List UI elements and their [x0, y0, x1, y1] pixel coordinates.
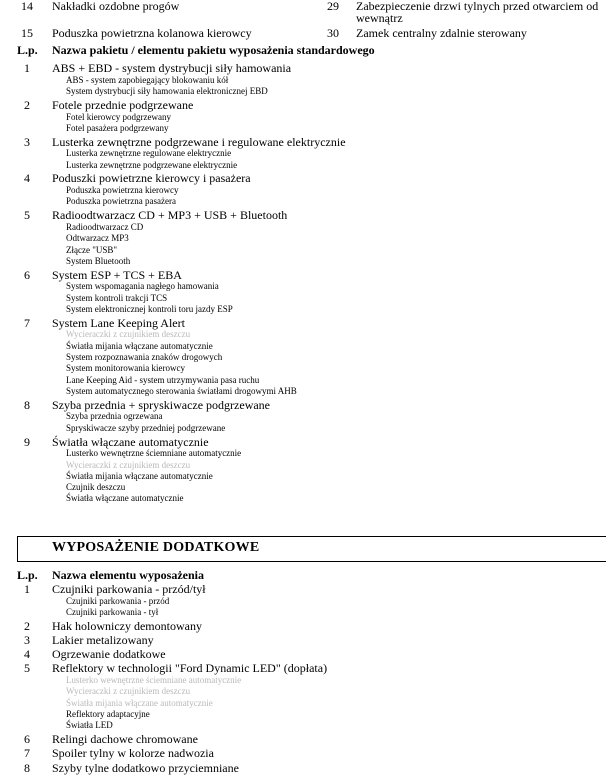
package-number: 9: [24, 434, 30, 449]
package-title: Relingi dachowe chromowane: [52, 732, 198, 747]
package-title: Poduszki powietrzne kierowcy i pasażera: [52, 171, 251, 186]
package-number: 4: [24, 171, 30, 186]
package-item: Radioodtwarzacz CD: [66, 221, 144, 232]
package-item: Światła LED: [66, 720, 113, 731]
package-number: 8: [24, 760, 30, 775]
additional-header-title: Nazwa elementu wyposażenia: [52, 568, 204, 582]
package-item: Fotel pasażera podgrzewany: [66, 122, 169, 133]
row-text: Zamek centralny zdalnie sterowany: [356, 26, 527, 40]
package-number: 1: [24, 582, 30, 596]
row-number: 15: [21, 26, 33, 40]
package-title: Szyba przednia + spryskiwacze podgrzewane: [52, 397, 271, 412]
package-item: Lusterka zewnętrzne regulowane elektrycznie: [66, 148, 232, 159]
package-item: System monitorowania kierowcy: [66, 363, 185, 374]
package-item: Lane Keeping Aid - system utrzymywania pasa ruchu: [66, 374, 260, 385]
package-number: 4: [24, 647, 30, 662]
package-item: Wycieraczki z czujnikiem deszczu: [66, 329, 191, 340]
row-text-continued: wewnątrz: [356, 11, 403, 25]
package-title: Reflektory w technologii "Ford Dynamic LED" (dopłata): [52, 661, 328, 676]
package-item: System rozpoznawania znaków drogowych: [66, 352, 223, 362]
package-title: Spoiler tylny w kolorze nadwozia: [52, 746, 214, 761]
row-text: Nakładki ozdobne progów: [52, 0, 180, 13]
package-number: 7: [24, 315, 30, 330]
package-title: Ogrzewanie dodatkowe: [52, 647, 166, 662]
package-title: Radioodtwarzacz CD + MP3 + USB + Bluetooth: [52, 208, 288, 223]
package-title: Fotele przednie podgrzewane: [52, 97, 194, 112]
package-title: Światła włączane automatycznie: [52, 434, 209, 449]
package-number: 3: [24, 134, 30, 149]
standard-header-lp: L.p.: [17, 43, 38, 57]
package-number: 6: [24, 732, 30, 747]
package-title: Lusterka zewnętrzne podgrzewane i regulowane elektrycznie: [52, 134, 346, 149]
package-item: Wycieraczki z czujnikiem deszczu: [66, 459, 191, 470]
package-title: Czujniki parkowania - przód/tył: [52, 582, 206, 596]
package-item: Wycieraczki z czujnikiem deszczu: [66, 686, 191, 697]
package-title: Hak holowniczy demontowany: [52, 618, 202, 633]
package-item: Lusterko wewnętrzne ściemniane automatycznie: [66, 448, 242, 459]
package-title: ABS + EBD - system dystrybucji siły hamowania: [52, 61, 292, 75]
package-number: 2: [24, 618, 30, 633]
package-item: Światła mijania włączane automatycznie: [66, 470, 213, 481]
package-item: Szyba przednia ogrzewana: [66, 411, 163, 422]
package-item: System elektronicznej kontroli toru jazdy ESP: [66, 303, 233, 314]
standard-header-title: Nazwa pakietu / elementu pakietu wyposażenia standardowego: [52, 43, 375, 57]
package-item: Odtwarzacz MP3: [66, 233, 129, 244]
package-item: System Bluetooth: [66, 255, 131, 266]
package-item: Czujniki parkowania - tył: [66, 607, 159, 617]
package-item: ABS - system zapobiegający blokowaniu kół: [66, 74, 229, 85]
package-number: 2: [24, 97, 30, 112]
package-item: Fotel kierowcy podgrzewany: [66, 111, 171, 122]
package-title: System Lane Keeping Alert: [52, 315, 185, 330]
package-item: Światła mijania włączane automatycznie: [66, 697, 213, 708]
package-number: 5: [24, 208, 30, 223]
package-item: Reflektory adaptacyjne: [66, 709, 150, 719]
package-number: 5: [24, 661, 30, 676]
package-item: System automatycznego sterowania światłami drogowymi AHB: [66, 385, 297, 396]
package-number: 7: [24, 746, 30, 761]
package-number: 8: [24, 397, 30, 412]
row-text: Zabezpieczenie drzwi tylnych przed otwarciem od: [356, 0, 599, 13]
row-number: 14: [21, 0, 33, 13]
package-number: 6: [24, 267, 30, 282]
package-title: System ESP + TCS + EBA: [52, 267, 182, 282]
package-number: 1: [24, 61, 30, 75]
package-item: System dystrybucji siły hamowania elektronicznej EBD: [66, 86, 268, 96]
package-item: Poduszka powietrzna kierowcy: [66, 185, 179, 196]
package-item: Lusterko wewnętrzne ściemniane automatycznie: [66, 675, 242, 686]
package-item: Poduszka powietrzna pasażera: [66, 196, 176, 207]
package-item: Spryskiwacze szyby przedniej podgrzewane: [66, 422, 226, 433]
package-item: System wspomagania nagłego hamowania: [66, 281, 219, 292]
package-title: Szyby tylne dodatkowo przyciemniane: [52, 760, 239, 775]
package-title: Lakier metalizowany: [52, 633, 154, 647]
section-title: WYPOSAŻENIE DODATKOWE: [52, 540, 260, 555]
row-number: 29: [327, 0, 339, 13]
package-item: Światła włączane automatycznie: [66, 493, 184, 504]
package-item: Światła mijania włączane automatycznie: [66, 340, 213, 351]
package-item: Złącze "USB": [66, 244, 118, 255]
package-item: Lusterka zewnętrzne podgrzewane elektrycznie: [66, 159, 238, 170]
additional-header-lp: L.p.: [17, 568, 38, 582]
package-number: 3: [24, 633, 30, 647]
package-item: Czujnik deszczu: [66, 482, 126, 493]
package-item: System kontroli trakcji TCS: [66, 292, 168, 303]
row-text: Poduszka powietrzna kolanowa kierowcy: [52, 26, 252, 40]
package-item: Czujniki parkowania - przód: [66, 595, 170, 606]
row-number: 30: [327, 26, 339, 40]
